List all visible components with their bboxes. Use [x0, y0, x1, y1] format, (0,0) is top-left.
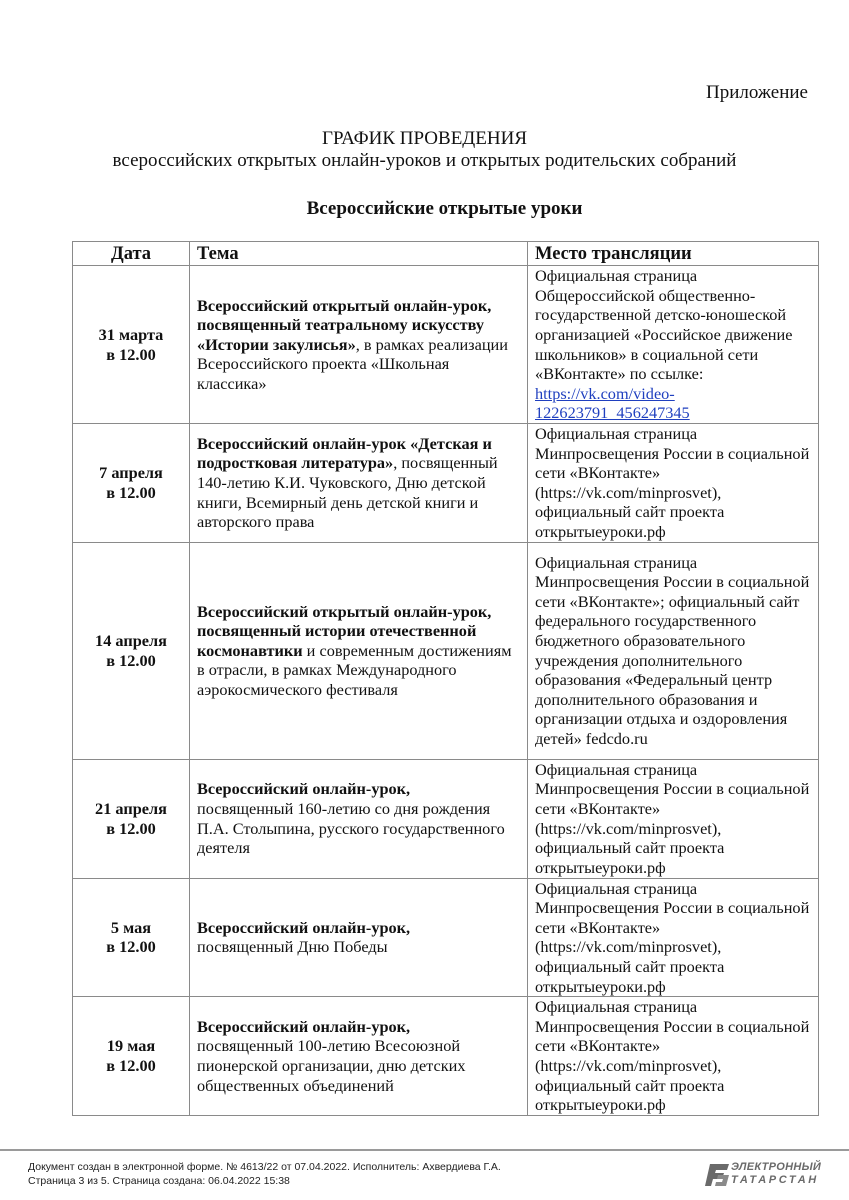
footer-divider [0, 1149, 849, 1151]
electronic-tatarstan-logo [704, 1160, 822, 1190]
date-time: в 12.00 [106, 937, 156, 957]
table-row [73, 997, 819, 1116]
document-title: ГРАФИК ПРОВЕДЕНИЯ [321, 128, 527, 149]
date-day: 14 апреля [95, 630, 167, 650]
date-cell [73, 878, 190, 997]
date-time: в 12.00 [106, 482, 156, 502]
place-cell [528, 878, 819, 997]
logo-mark-icon [704, 1162, 730, 1188]
topic-description: и современным достижениям в отрасли, в рамках Международного аэрокосмического фестиваля [197, 640, 512, 699]
logo-text-line2: ТАТАРСТАН [731, 1174, 819, 1186]
place-cell [528, 424, 819, 543]
footer-document-info: Документ создан в электронной форме. № 4613/22 от 07.04.2022. Исполнитель: Ахвердиева Г.А. [28, 1161, 501, 1173]
date-time: в 12.00 [106, 1055, 156, 1075]
date-cell [73, 424, 190, 543]
column-header-topic: Тема [190, 242, 528, 266]
table-row [73, 759, 819, 878]
topic-cell [190, 759, 528, 878]
topic-title: Всероссийский открытый онлайн-урок, посвященный истории отечественной космонавтики [197, 601, 492, 660]
table-header-row [73, 242, 819, 266]
topic-title: Всероссийский открытый онлайн-урок, посвященный театральному искусству «Истории закулисья» [197, 295, 492, 354]
date-cell [73, 997, 190, 1116]
date-cell [73, 759, 190, 878]
section-heading: Всероссийские открытые уроки [306, 198, 583, 219]
place-text: Официальная страница Минпросвещения России в социальной сети «ВКонтакте» (https://vk.com/minprosvet), официальный сайт проекта открытыеуроки.рф [535, 424, 810, 541]
date-day: 21 апреля [95, 798, 167, 818]
topic-cell [190, 424, 528, 543]
place-text: Официальная страница Минпросвещения России в социальной сети «ВКонтакте» (https://vk.com/minprosvet), официальный сайт проекта открытыеуроки.рф [535, 878, 810, 996]
topic-title: Всероссийский онлайн-урок, [197, 779, 411, 799]
place-text: Официальная страница Общероссийской общественно-государственной детско-юношеской организацией «Российское движение школьников» в социальной сети «ВКонтакте» по ссылке: [535, 266, 793, 384]
topic-cell [190, 542, 528, 759]
topic-description: , в рамках реализации Всероссийского проекта «Школьная классика» [197, 334, 508, 393]
date-day: 5 мая [110, 917, 152, 937]
table-row [73, 266, 819, 424]
table-row [73, 878, 819, 997]
schedule-table [72, 241, 819, 1116]
footer-info [28, 1161, 501, 1188]
place-cell [528, 542, 819, 759]
date-time: в 12.00 [106, 818, 156, 838]
place-text: Официальная страница Минпросвещения России в социальной сети «ВКонтакте»; официальный сайт федерального государственного бюджетного образовательного учреждения дополнительного образования «Федеральный центр дополнительного образования и организации отдыха и оздоровления детей» fedcdo.ru [535, 552, 810, 748]
appendix-label: Приложение [706, 82, 808, 103]
topic-description: , посвященный 140-летию К.И. Чуковского, Дню детской книги, Всемирный день детской книги и авторского права [197, 453, 498, 532]
topic-description: посвященный 100-летию Всесоюзной пионерской организации, дню детских общественных объединений [197, 1036, 466, 1095]
column-header-place: Место трансляции [528, 242, 819, 266]
column-header-date: Дата [73, 242, 190, 266]
topic-description: посвященный 160-летию со дня рождения П.А. Столыпина, русского государственного деятеля [197, 798, 505, 858]
footer-page-info: Страница 3 из 5. Страница создана: 06.04.2022 15:38 [28, 1174, 290, 1187]
logo-text-line1: ЭЛЕКТРОННЫЙ [731, 1161, 822, 1173]
topic-cell [190, 266, 528, 424]
video-link[interactable]: https://vk.com/video-122623791_456247345 [535, 383, 690, 423]
date-day: 19 мая [106, 1036, 156, 1056]
place-text: Официальная страница Минпросвещения России в социальной сети «ВКонтакте» (https://vk.com/minprosvet), официальный сайт проекта открытыеуроки.рф [535, 997, 810, 1115]
date-day: 31 марта [98, 324, 164, 344]
date-time: в 12.00 [106, 344, 156, 364]
topic-title: Всероссийский онлайн-урок, [197, 917, 411, 937]
date-cell [73, 542, 190, 759]
table-row [73, 424, 819, 543]
place-cell [528, 759, 819, 878]
place-cell [528, 266, 819, 424]
date-time: в 12.00 [106, 650, 156, 670]
topic-cell [190, 878, 528, 997]
topic-cell [190, 997, 528, 1116]
date-cell [73, 266, 190, 424]
topic-title: Всероссийский онлайн-урок, [197, 1016, 411, 1036]
document-subtitle: всероссийских открытых онлайн-уроков и открытых родительских собраний [112, 150, 737, 171]
date-day: 7 апреля [99, 463, 163, 483]
place-text: Официальная страница Минпросвещения России в социальной сети «ВКонтакте» (https://vk.com/minprosvet), официальный сайт проекта открытыеуроки.рф [535, 759, 810, 877]
topic-title: Всероссийский онлайн-урок «Детская и подростковая литература» [197, 433, 492, 473]
table-row [73, 542, 819, 759]
topic-description: посвященный Дню Победы [197, 937, 388, 957]
place-cell [528, 997, 819, 1116]
